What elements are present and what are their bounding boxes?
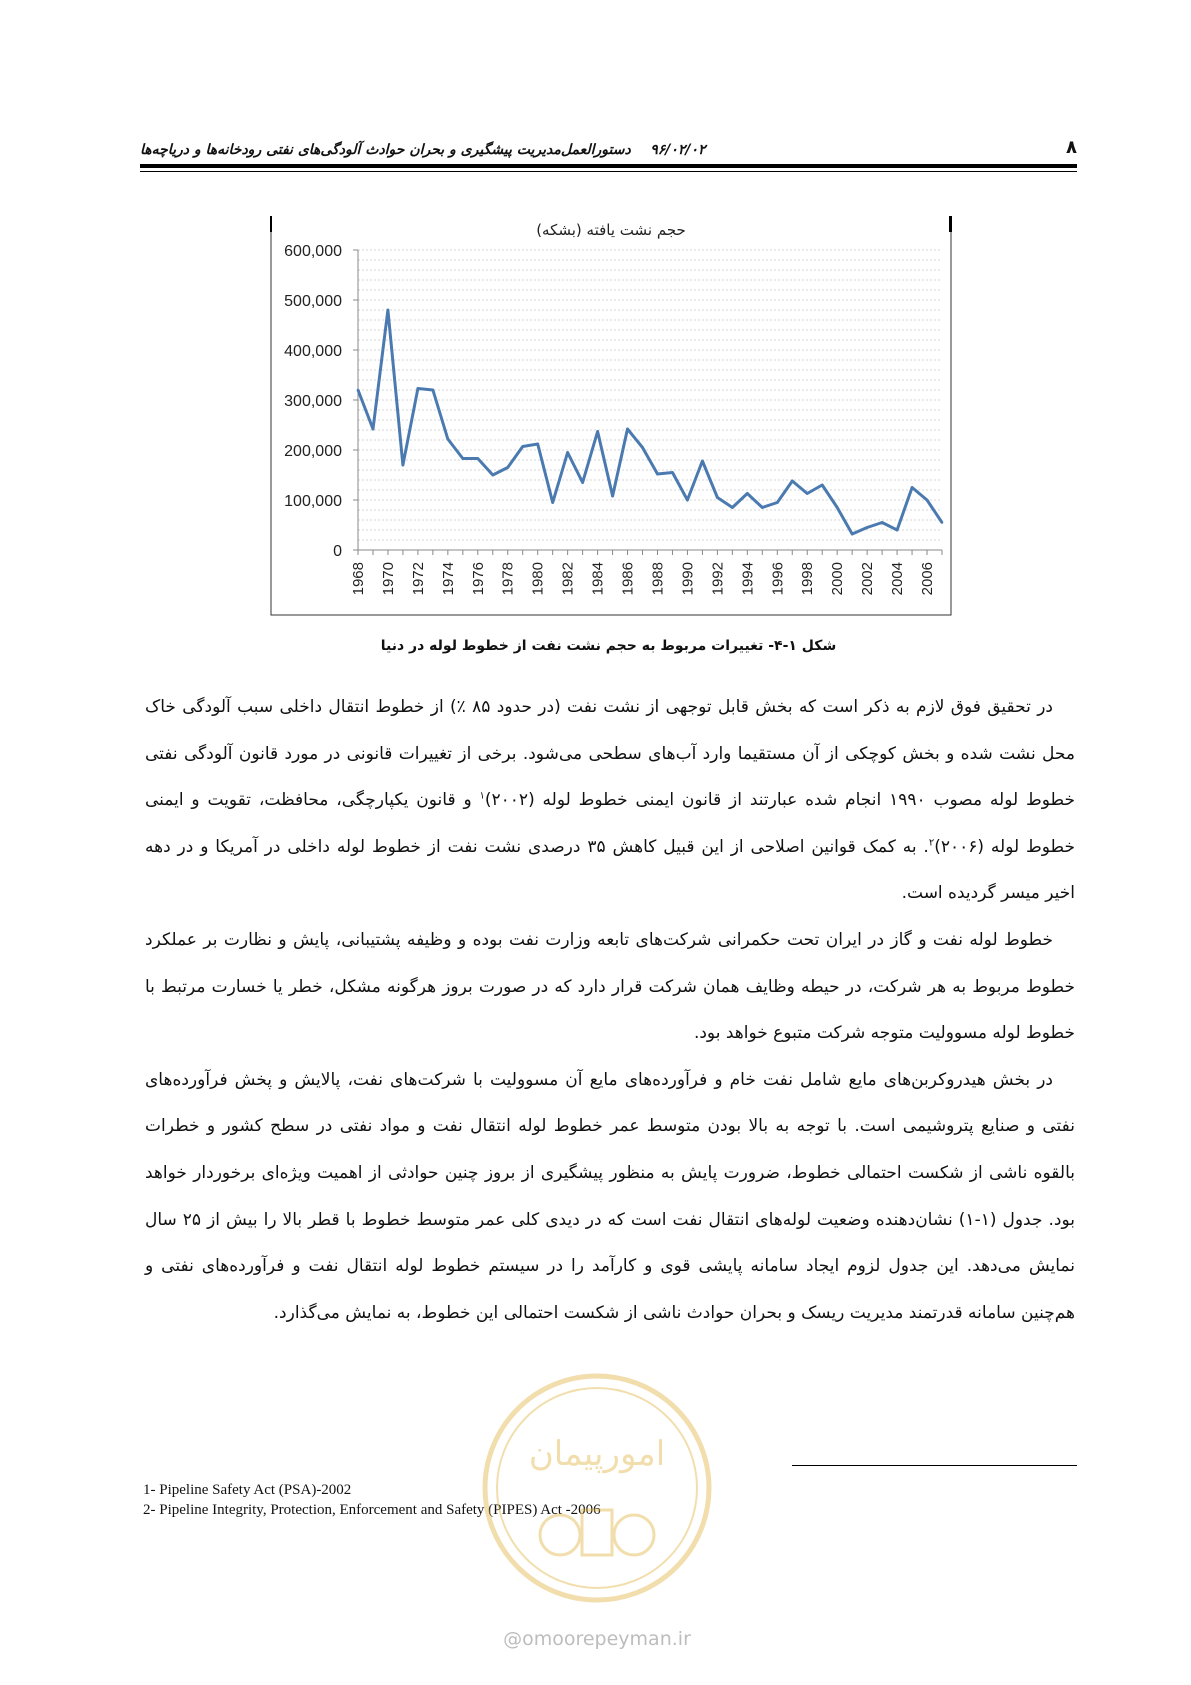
paragraph-3: در بخش هیدروکربن‌های مایع شامل نفت خام و فرآورده‌های مایع آن مسوولیت با شرکت‌های نفت، پالایش و پخش فرآورده‌های نفتی و صنایع پتروشیمی است. با توجه به بالا بودن متوسط عمر خطوط لوله انتقال نفت و مواد نفتی در سطح کشور و خطرات بالقوه ناشی از شکست احتمالی خطوط، ضرورت پایش به منظور پیشگیری از بروز چنین حوادثی از اهمیت ویژه‌ای برخوردار خواهد بود. جدول (۱-۱) نشان‌دهنده وضعیت لوله‌های انتقال نفت است که در دیدی کلی عمر متوسط خطوط با قطر بالا را بیش از ۲۵ سال نمایش می‌دهد. این جدول لزوم ایجاد سامانه پایشی قوی و کارآمد را در سیستم خطوط لوله انتقال نفت و فرآورده‌های نفتی و هم‌چنین سامانه قدرتمند مدیریت ریسک و بحران حوادث ناشی از شکست احتمالی این خطوط، به نمایش می‌گذارد. xyxy=(145,1069,1075,1323)
chart-data-point xyxy=(746,492,749,495)
chart-data-point xyxy=(357,389,360,392)
footnote-1: 1- Pipeline Safety Act (PSA)-2002 xyxy=(143,1482,352,1498)
p1-text-a: در تحقیق فوق لازم به ذکر است که بخش قابل توجهی از نشت نفت (در حدود ۸۵ ٪) از خطوط انتقال داخلی سبب آلودگی خاک محل نشت شده و بخش کوچکی از آن مستقیما وارد آب‌های سطحی می‌شود. برخی از تغییرات قانونی در مورد قانون آلودگی نفتی خطوط لوله مصوب ۱۹۹۰ انجام شده عبارتند از قانون ایمنی خطوط لوله (۲۰۰۲) xyxy=(145,697,1075,811)
chart-data-point xyxy=(596,430,599,433)
watermark-logo-text: امورپیمان xyxy=(528,1434,666,1474)
figure-caption: شکل ۱-۴- تغییرات مربوط به حجم نشت نفت از خطوط لوله در دنیا xyxy=(380,638,837,654)
chart-data-point xyxy=(536,443,539,446)
chart-x-tick-label: 1984 xyxy=(589,562,607,596)
header-rule-thin xyxy=(140,171,1077,172)
chart-data-point xyxy=(521,445,524,448)
chart-x-tick-label: 1992 xyxy=(709,562,727,596)
chart-x-tick-label: 1970 xyxy=(379,562,397,596)
footnote-rule xyxy=(792,1465,1077,1466)
chart-y-tick-label: 600,000 xyxy=(284,243,342,260)
chart-x-tick-label: 1978 xyxy=(499,562,517,596)
chart-data-point xyxy=(701,460,704,463)
chart-data-point xyxy=(611,495,614,498)
chart-data-point xyxy=(402,464,405,467)
watermark-site: @omoorepeyman.ir xyxy=(503,1628,691,1650)
chart-data-point xyxy=(641,446,644,449)
chart-y-tick-label: 0 xyxy=(333,543,342,560)
chart-data-point xyxy=(896,529,899,532)
chart-x-tick-label: 2006 xyxy=(919,562,937,596)
chart-data-point xyxy=(911,486,914,489)
chart-data-point xyxy=(941,521,944,524)
chart-data-point xyxy=(581,481,584,484)
chart-y-tick-label: 100,000 xyxy=(284,493,342,510)
chart-data-point xyxy=(626,428,629,431)
chart-data-point xyxy=(866,526,869,529)
chart-title: حجم نشت یافته (بشکه) xyxy=(536,221,686,239)
chart-data-point xyxy=(926,499,929,502)
chart-x-tick-label: 2002 xyxy=(859,562,877,596)
chart-data-point xyxy=(731,506,734,509)
chart-x-tick-label: 1990 xyxy=(679,562,697,596)
header-date: ۹۶/۰۲/۰۲ xyxy=(650,142,706,158)
chart-data-point xyxy=(387,309,390,312)
chart-x-tick-label: 1986 xyxy=(619,562,637,596)
chart-data-point xyxy=(821,484,824,487)
header-rule-thick xyxy=(140,164,1077,168)
footnote-2: 2- Pipeline Integrity, Protection, Enforcement and Safety (PIPES) Act -2006 xyxy=(143,1502,601,1518)
chart-data-point xyxy=(372,428,375,431)
header-title-group xyxy=(140,142,706,158)
chart-data-point xyxy=(686,499,689,502)
chart-data-point xyxy=(881,521,884,524)
chart-canvas xyxy=(270,216,952,616)
chart-x-tick-label: 2004 xyxy=(889,562,907,596)
chart-data-point xyxy=(476,457,479,460)
paragraph-1 xyxy=(145,684,1075,917)
body-text xyxy=(145,684,1075,1336)
chart-data-point xyxy=(417,387,420,390)
chart-x-tick-label: 2000 xyxy=(829,562,847,596)
chart-data-point xyxy=(836,506,839,509)
chart-data-point xyxy=(806,492,809,495)
chart-y-tick-label: 500,000 xyxy=(284,293,342,310)
chart-data-point xyxy=(716,496,719,499)
page-header xyxy=(140,128,1077,158)
chart-x-tick-label: 1994 xyxy=(739,562,757,596)
paragraph-2: خطوط لوله نفت و گاز در ایران تحت حکمرانی شرکت‌های تابعه وزارت نفت بوده و وظیفه پشتیبانی، پایش و نظارت بر عملکرد خطوط مربوط به هر شرکت، در حیطه وظایف همان شرکت قرار دارد که در صورت بروز هرگونه مشکل، خطر یا خسارت مرتبط با خطوط لوله مسوولیت متوجه شرکت متبوع خواهد بود. xyxy=(145,929,1075,1044)
chart-x-tick-label: 1988 xyxy=(649,562,667,596)
spill-volume-chart xyxy=(270,216,952,616)
chart-x-tick-label: 1968 xyxy=(350,562,367,596)
footnote-ref-2: ۲ xyxy=(928,837,935,849)
chart-y-tick-label: 400,000 xyxy=(284,343,342,360)
p1-text-c: . به کمک قوانین اصلاحی از این قبیل کاهش ۳۵ درصدی نشت نفت از خطوط لوله داخلی در آمریکا و در دهه اخیر میسر گردیده است. xyxy=(145,836,1075,904)
chart-data-point xyxy=(761,506,764,509)
p1-text-b: و قانون یکپارچگی، محافظت، تقویت و ایمنی خطوط لوله (۲۰۰۶) xyxy=(145,790,1076,857)
header-title: دستورالعمل‌مدیریت پیشگیری و بحران حوادث آلودگی‌های نفتی رودخانه‌ها و دریاچه‌ها xyxy=(140,142,631,158)
chart-data-point xyxy=(432,389,435,392)
chart-y-tick-label: 200,000 xyxy=(284,443,342,460)
chart-x-tick-label: 1974 xyxy=(439,562,457,596)
chart-x-tick-label: 1976 xyxy=(469,562,487,596)
page-number: ۸ xyxy=(1066,137,1077,158)
chart-data-point xyxy=(791,480,794,483)
chart-data-point xyxy=(671,471,674,474)
chart-x-tick-label: 1998 xyxy=(799,562,817,596)
chart-data-point xyxy=(566,451,569,454)
chart-data-point xyxy=(462,457,465,460)
footnote-ref-1: ۱ xyxy=(479,790,485,802)
chart-data-point xyxy=(506,466,509,469)
chart-data-point xyxy=(776,501,779,504)
chart-data-point xyxy=(851,533,854,536)
chart-data-point xyxy=(656,473,659,476)
chart-y-tick-label: 300,000 xyxy=(284,393,342,410)
chart-data-point xyxy=(551,501,554,504)
chart-data-point xyxy=(491,474,494,477)
chart-x-tick-label: 1980 xyxy=(529,562,547,596)
chart-data-point xyxy=(447,438,450,441)
watermark-logo xyxy=(470,1370,725,1605)
chart-x-tick-label: 1996 xyxy=(769,562,787,596)
chart-x-tick-label: 1972 xyxy=(409,562,427,596)
chart-x-tick-label: 1982 xyxy=(559,562,577,596)
